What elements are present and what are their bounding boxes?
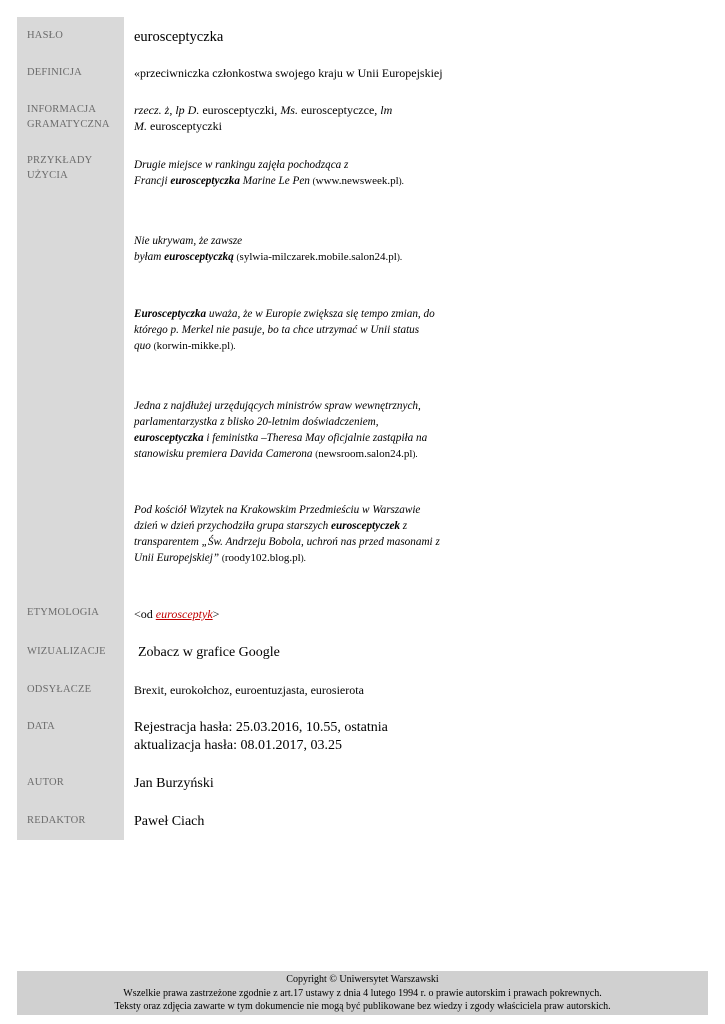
footer-copyright: Copyright © Uniwersytet Warszawski [286, 974, 439, 985]
example-3: Eurosceptyczka uważa, że w Europie zwiększa się tempo zmian, do którego p. Merkel nie pasuje, bo ta chce utrzymać w Unii status quo (korwin-mikke.pl). [134, 308, 435, 352]
etymology-link[interactable]: eurosceptyk [155, 607, 213, 621]
etymology: <od eurosceptyk> [134, 607, 220, 621]
example-1: Drugie miejsce w rankingu zajęła pochodząca z Francji eurosceptyczka Marine Le Pen (www.newsweek.pl). [134, 159, 404, 187]
label-redaktor: REDAKTOR [27, 815, 86, 826]
author: Jan Burzyński [134, 776, 214, 791]
label-haslo: HASŁO [27, 30, 64, 41]
label-definicja: DEFINICJA [27, 67, 82, 78]
example-5: Pod kościół Wizytek na Krakowskim Przedmieściu w Warszawie dzień w dzień przychodziła grupa starszych eurosceptyczek z transparentem „Św. Andrzeju Bobola, uchroń nas przed masonami z Unii Europejskiej” (roody102.blog.pl). [134, 504, 440, 564]
cross-references: Brexit, eurokołchoz, euroentuzjasta, eurosierota [134, 683, 364, 697]
grammar-info: rzecz. ż, lp D. eurosceptyczki, Ms. eurosceptyczce, lm M. eurosceptyczki [134, 103, 393, 133]
label-wizualizacje: WIZUALIZACJE [27, 646, 106, 657]
label-odsylacze: ODSYŁACZE [27, 684, 92, 695]
example-4: Jedna z najdłużej urzędujących ministrów spraw wewnętrznych, parlamentarzystka z blisko 20-letnim doświadczeniem, eurosceptyczka i feministka –Theresa May oficjalnie zastąpiła na stanowisku premiera Davida Camerona (newsroom.salon24.pl). [134, 400, 428, 460]
label-informacja-gramatyczna: INFORMACJA GRAMATYCZNA [27, 104, 110, 130]
date-info: Rejestracja hasła: 25.03.2016, 10.55, ostatnia aktualizacja hasła: 08.01.2017, 03.25 [134, 720, 388, 753]
copyright-footer [17, 971, 708, 1015]
label-przyklady-uzycia: PRZYKŁADY UŻYCIA [27, 155, 93, 181]
footer-rights: Wszelkie prawa zastrzeżone zgodnie z art.17 ustawy z dnia 4 lutego 1994 r. o prawie autorskim i prawach pokrewnych. [123, 987, 602, 999]
google-images-link[interactable]: Zobacz w grafice Google [138, 645, 280, 660]
definition: «przeciwniczka członkostwa swojego kraju w Unii Europejskiej [134, 66, 443, 80]
label-column [17, 17, 124, 840]
footer-notice: Teksty oraz zdjęcia zawarte w tym dokumencie nie mogą być publikowane bez wiedzy i zgody właściciela praw autorskich. [114, 1001, 611, 1012]
label-etymologia: ETYMOLOGIA [27, 607, 99, 618]
headword: eurosceptyczka [134, 29, 224, 45]
label-data: DATA [27, 721, 55, 732]
editor: Paweł Ciach [134, 814, 205, 829]
example-2: Nie ukrywam, że zawsze byłam eurosceptyczką (sylwia-milczarek.mobile.salon24.pl). [134, 235, 403, 263]
label-autor: AUTOR [27, 777, 64, 788]
